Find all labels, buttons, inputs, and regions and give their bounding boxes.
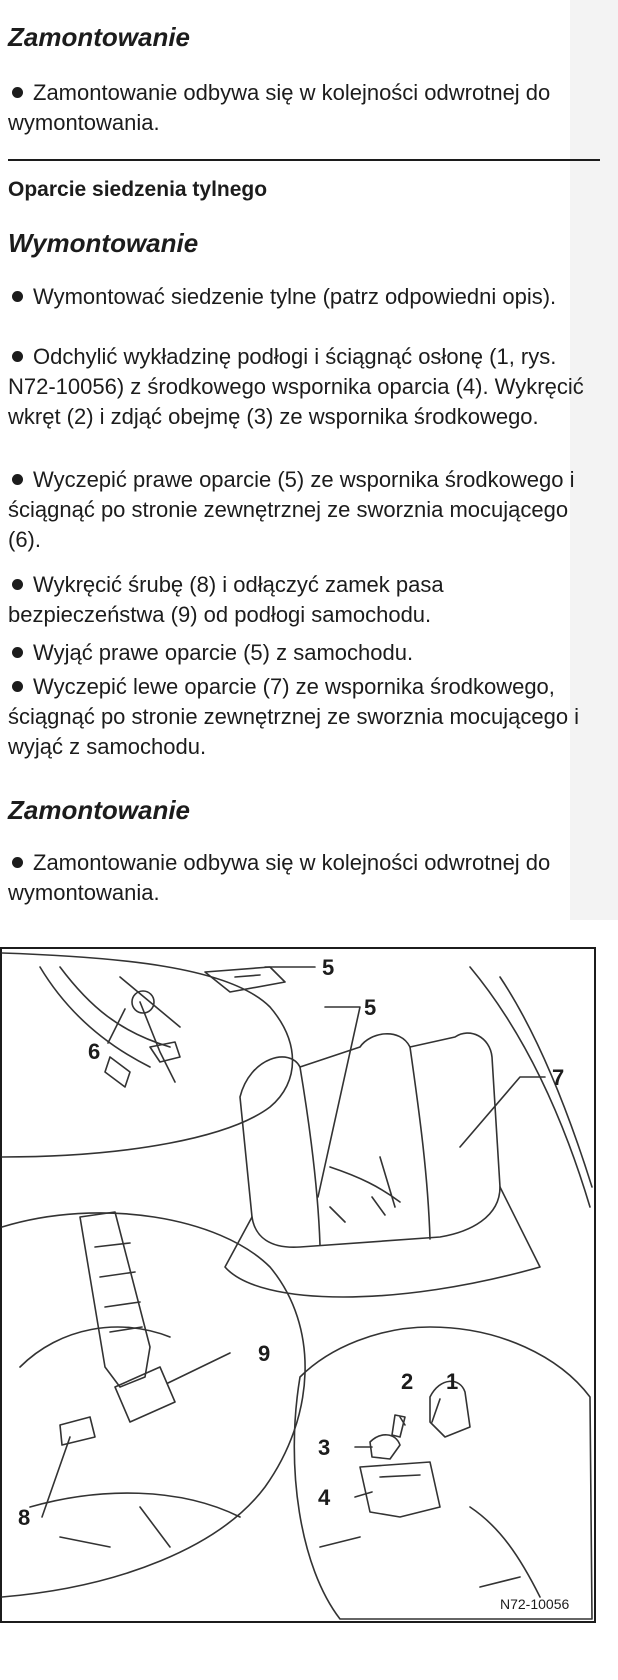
bullet-icon xyxy=(12,87,23,98)
bullet-icon xyxy=(12,857,23,868)
bullet-icon xyxy=(12,579,23,590)
install-heading-top: Zamontowanie xyxy=(8,22,191,52)
bullet-icon xyxy=(12,647,23,658)
callout-1: 1 xyxy=(446,1369,459,1394)
install-paragraph-top: Zamontowanie odbywa się w kolejności odwrotnej do wymontowania. xyxy=(8,80,551,135)
removal-step: Wyczepić prawe oparcie (5) ze wspornika środkowego i ściągnąć po stronie zewnętrznej ze sworznia mocującego (6). xyxy=(8,467,575,552)
bullet-icon xyxy=(12,474,23,485)
removal-step: Wyjąć prawe oparcie (5) z samochodu. xyxy=(8,638,598,668)
install-paragraph-bottom: Zamontowanie odbywa się w kolejności odwrotnej do wymontowania. xyxy=(8,850,551,905)
callout-5: 5 xyxy=(364,995,377,1020)
removal-heading: Wymontowanie xyxy=(8,228,199,258)
section-title: Oparcie siedzenia tylnego xyxy=(8,178,268,201)
bullet-icon xyxy=(12,291,23,302)
callout-4: 4 xyxy=(318,1485,331,1510)
callout-2: 2 xyxy=(401,1369,414,1394)
callout-9: 9 xyxy=(258,1341,271,1366)
callout-5-top: 5 xyxy=(322,955,335,980)
callout-7: 7 xyxy=(552,1065,565,1090)
removal-step: Wykręcić śrubę (8) i odłączyć zamek pasa bezpieczeństwa (9) od podłogi samochodu. xyxy=(8,572,444,627)
install-heading-bottom: Zamontowanie xyxy=(8,795,191,825)
section-divider xyxy=(8,159,600,161)
callout-8: 8 xyxy=(18,1505,31,1530)
bullet-icon xyxy=(12,351,23,362)
bleed-through-shadow xyxy=(570,0,618,920)
bullet-icon xyxy=(12,681,23,692)
removal-step: Wyczepić lewe oparcie (7) ze wspornika środkowego, ściągnąć po stronie zewnętrznej ze sworznia mocującego i wyjąć z samochodu. xyxy=(8,674,580,759)
callout-3: 3 xyxy=(318,1435,331,1460)
callout-6: 6 xyxy=(88,1039,101,1064)
removal-step: Odchylić wykładzinę podłogi i ściągnąć osłonę (1, rys. N72-10056) z środkowego wspornika oparcia (4). Wykręcić wkręt (2) i zdjąć obejmę (3) ze wspornika środkowego. xyxy=(8,344,584,429)
removal-step: Wymontować siedzenie tylne (patrz odpowiedni opis). xyxy=(8,282,598,312)
seat-backrest-diagram xyxy=(0,947,596,1623)
figure-code: N72-10056 xyxy=(500,1596,570,1612)
